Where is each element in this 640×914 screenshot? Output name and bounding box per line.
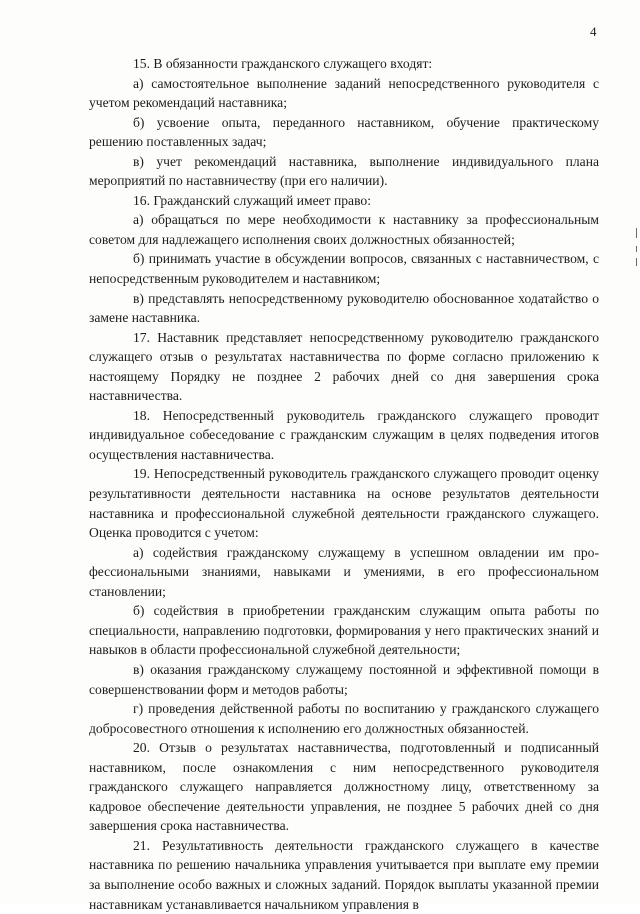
paragraph-15-a: а) самостоятельное выполнение заданий непосредственного руководителя с учетом рекомендаций наставника; <box>89 75 599 111</box>
paragraph-19-c: в) оказания гражданскому служащему постоянной и эффективной помощи в совершенствовании форм и методов работы; <box>89 661 599 697</box>
paragraph-17: 17. Наставник представляет непосредственному руководителю гражданского служащего отзыв о результатах наставничества по форме согласно приложению к настоящему Порядку не позднее 2 рабочих дней со дня завершения срока наставничества. <box>89 329 599 404</box>
paragraph-21: 21. Результативность деятельности гражданского служащего в качестве наставника по решению начальника управления учитывается при выплате ему премии за выполнение особо важных и сложных заданий. Порядок выплаты указанной премии наставникам устанавливается начальником управления в <box>89 837 599 912</box>
paragraph-15-intro: 15. В обязанности гражданского служащего входят: <box>133 56 433 71</box>
paragraph-19-intro: 19. Непосредственный руководитель гражданского служащего проводит оценку результативности деятельности наставника на основе результатов деятельности наставника и профессиональной служебной деятельности гражданского служащего. Оценка проводится с учетом: <box>89 466 599 541</box>
paragraph-19-a: а) содействия гражданскому служащему в успешном овладении им профессиональными знаниями, навыками и умениями, в его профессиональном становлении; <box>89 544 599 599</box>
page-number: 4 <box>590 24 597 39</box>
paragraph-16-a: а) обращаться по мере необходимости к наставнику за профессиональным советом для надлежащего исполнения своих должностных обязанностей; <box>89 212 599 247</box>
paragraph-20: 20. Отзыв о результатах наставничества, подготовленный и подписанный наставником, после ознакомления с ним непосредственного руководителя гражданского служащего направляется должностному лицу, ответственному за кадровое обеспечение деятельности управления, не позднее 5 рабочих дней со дня завершения срока наставничества. <box>89 740 599 834</box>
scan-edge-mark <box>636 258 637 266</box>
paragraph-19-d: г) проведения действенной работы по воспитанию у гражданского служащего добросовестного отношения к исполнению его должностных обязанностей. <box>89 701 599 736</box>
paragraph-16-c: в) представлять непосредственному руководителю обоснованное ходатайство о замене наставника. <box>89 290 599 326</box>
paragraph-16-b: б) принимать участие в обсуждении вопросов, связанных с наставничеством, с непосредственным руководителем и наставником; <box>89 251 599 287</box>
paragraph-18: 18. Непосредственный руководитель гражданского служащего проводит индивидуальное собеседование с гражданским служащим в целях подведения итогов осуществления наставничества. <box>89 407 599 462</box>
paragraph-15-c: в) учет рекомендаций наставника, выполнение индивидуального плана мероприятий по наставничеству (при его наличии). <box>89 153 599 189</box>
scan-edge-mark <box>636 246 637 252</box>
paragraph-19-b: б) содействия в приобретении гражданским служащим опыта работы по специальности, направлению подготовки, формирования у него практических знаний и навыков в области профессиональной служебной деятельности; <box>89 603 599 658</box>
paragraph-16-intro: 16. Гражданский служащий имеет право: <box>133 192 371 208</box>
paragraph-15-b: б) усвоение опыта, переданного наставником, обучение практическому решению поставленных задач; <box>89 114 599 150</box>
document-body <box>89 54 599 914</box>
scan-edge-mark <box>636 228 637 238</box>
